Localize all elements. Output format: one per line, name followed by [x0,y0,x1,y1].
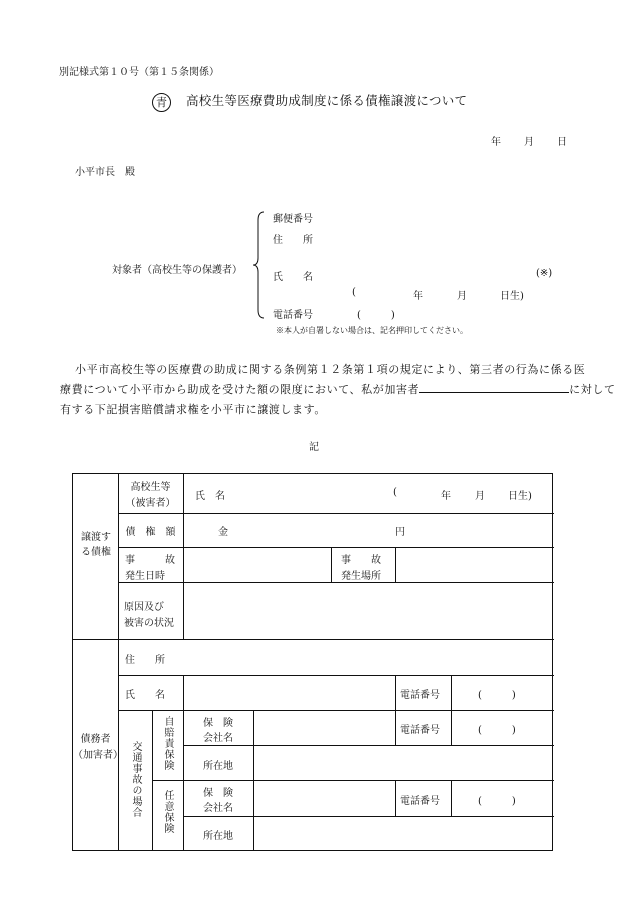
name-label: 氏 名 [273,272,313,283]
page-title: 高校生等医療費助成制度に係る債権譲渡について [186,93,468,108]
h-line [183,816,554,817]
victim-birth-day: 日生) [508,491,532,502]
v-line [183,675,184,710]
accident-place-label-1: 事 故 [341,555,381,566]
signature-note: ※本人が自署しない場合は、記名押印してください。 [276,326,468,335]
compulsory-location-label: 所在地 [203,761,233,772]
accident-date-label-1: 事 故 [125,555,175,566]
body-line-2 [60,381,616,397]
postal-code-label: 郵便番号 [273,214,313,225]
compulsory-insurer-1: 保 険 [203,718,233,729]
v-line [152,710,153,850]
form-number: 別記様式第１０号（第１５条関係） [59,67,219,78]
voluntary-insurance-label: 任意保険 [162,790,173,834]
accident-date-label-2: 発生日時 [125,571,165,582]
v-line [331,547,332,582]
v-line [451,675,452,745]
address-label: 住 所 [273,235,313,246]
transfer-table [72,473,553,851]
debtor-phone-parens: ( ) [478,690,516,701]
date-day: 日 [557,137,567,148]
cause-label-2: 被害の状況 [124,618,174,629]
date-month: 月 [524,137,534,148]
body-line-1: 小平市高校生等の医療費の助成に関する条例第１２条第１項の規定により、第三者の行為に係る医 [75,363,586,376]
victim-birth-month: 月 [475,491,485,502]
phone-parens: ( ) [357,310,395,321]
voluntary-location-label: 所在地 [203,831,233,842]
date-year: 年 [491,137,501,148]
h-line [73,639,554,640]
victim-label-1: 高校生等 [130,482,171,493]
v-line [395,675,396,745]
body-line-3: 有する下記損害賠償請求権を小平市に譲渡します。 [60,403,326,416]
debtor-title-1: 債務者 [80,734,111,745]
voluntary-insurer-2: 会社名 [203,803,233,814]
debtor-address-label: 住 所 [125,655,165,666]
voluntary-phone-label: 電話番号 [400,796,440,807]
debtor-phone-label: 電話番号 [400,690,440,701]
section-transfer-title: 譲渡する債権 [81,532,111,558]
debtor-title-2: （加害者） [73,750,123,761]
accident-place-label-2: 発生場所 [341,571,381,582]
h-line [152,780,554,781]
victim-name-label: 氏 名 [195,491,225,502]
body-line-2b: に対して [569,383,616,396]
h-line [183,745,554,746]
compulsory-insurance-label: 自賠責保険 [162,716,173,771]
debtor-name-label: 氏 名 [125,690,165,701]
traffic-case-label: 交通事故の場合 [130,741,141,818]
v-line [395,547,396,582]
victim-birth-year: 年 [441,491,451,502]
yen-label: 円 [395,527,405,538]
title-mark-circle: 青 [152,93,171,112]
seal-mark: (※) [536,268,553,279]
v-line [253,710,254,850]
compulsory-insurer-2: 会社名 [203,733,233,744]
v-line [395,780,396,816]
ki-heading: 記 [309,442,319,453]
phone-label: 電話番号 [273,310,313,321]
applicant-brace [252,210,266,320]
body-line-2a: 療費について小平市から助成を受けた額の限度において、私が加害者 [60,383,420,396]
cause-label-1: 原因及び [124,602,164,613]
victim-birth-open: ( [393,487,397,498]
v-line [451,780,452,816]
birth-year: 年 [413,291,423,302]
voluntary-insurer-1: 保 険 [203,788,233,799]
birth-month: 月 [457,291,467,302]
compulsory-phone-parens: ( ) [478,725,516,736]
v-line [183,474,184,639]
birth-day: 日生) [500,291,524,302]
victim-label-2: （被害者） [125,498,176,509]
addressee: 小平市長 殿 [75,167,135,178]
offender-blank [419,391,569,393]
compulsory-phone-label: 電話番号 [400,725,440,736]
claim-amount-label: 債 権 額 [125,527,176,538]
voluntary-phone-parens: ( ) [478,796,516,807]
title-mark [152,91,171,112]
birth-open: ( [352,287,356,298]
applicant-label: 対象者（高校生等の保護者） [112,265,242,276]
kin-label: 金 [218,527,228,538]
